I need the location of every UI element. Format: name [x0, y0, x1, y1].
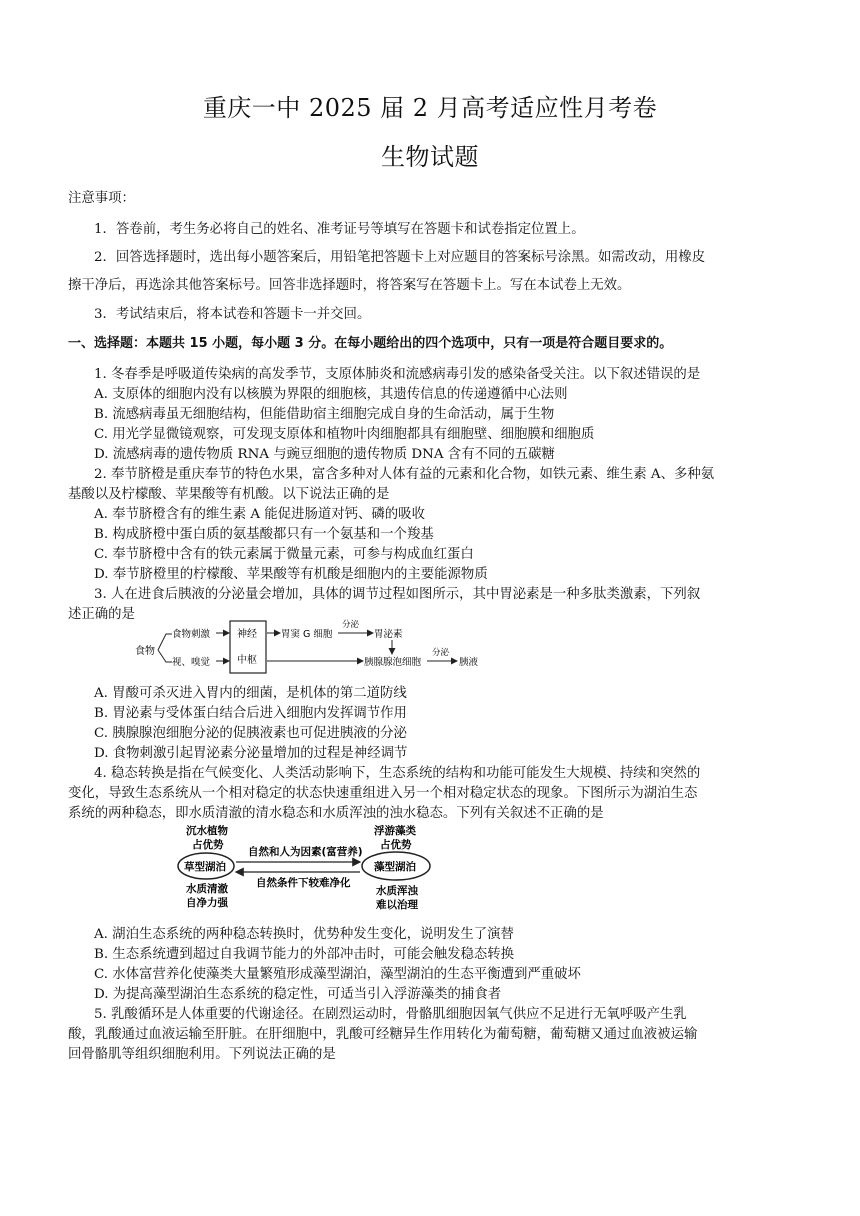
diagram-label-plankton-algae: 浮游藻类: [374, 825, 416, 837]
option-a: A. 湖泊生态系统的两种稳态转换时，优势种发生变化，说明发生了演替: [94, 927, 514, 942]
pancreatic-regulation-diagram: [130, 618, 510, 678]
diagram-label-self-purify: 自净力强: [186, 897, 228, 909]
exam-subtitle: 生物试题: [381, 143, 479, 171]
diagram-label-gastrin: 胃泌素: [374, 629, 403, 640]
option-a: A. 奉节脐橙含有的维生素 A 能促进肠道对钙、磷的吸收: [94, 507, 425, 522]
option-d: D. 食物刺激引起胃泌素分泌量增加的过程是神经调节: [94, 746, 408, 761]
option-a: A. 胃酸可杀灭进入胃内的细菌，是机体的第二道防线: [94, 686, 407, 701]
option-b: B. 流感病毒虽无细胞结构，但能借助宿主细胞完成自身的生命活动，属于生物: [94, 407, 555, 422]
notice-item-continued: 擦干净后，再选涂其他答案标号。回答非选择题时，将答案写在答题卡上。写在本试卷上无效。: [68, 278, 631, 293]
option-d: D. 奉节脐橙里的柠檬酸、苹果酸等有机酸是细胞内的主要能源物质: [94, 567, 488, 582]
diagram-label-grass-lake: 草型湖泊: [184, 861, 226, 873]
question-stem-continued: 回骨骼肌等组织细胞利用。下列说法正确的是: [68, 1047, 336, 1062]
diagram-label-stimulus: 食物刺激: [172, 629, 211, 640]
option-b: B. 构成脐橙中蛋白质的氨基酸都只有一个氨基和一个羧基: [94, 527, 434, 542]
notice-item: 1．答卷前，考生务必将自己的姓名、准考证号等填写在答题卡和试卷指定位置上。: [94, 222, 585, 237]
option-c: C. 用光学显微镜观察，可发现支原体和植物叶肉细胞都具有细胞壁、细胞膜和细胞质: [94, 427, 595, 442]
diagram-label-juice: 胰液: [459, 657, 479, 668]
question-stem: 4. 稳态转换是指在气候变化、人类活动影响下，生态系统的结构和功能可能发生大规模、持续和突然的: [94, 766, 701, 781]
question-stem-continued: 酸，乳酸通过血液运输至肝脏。在肝细胞中，乳酸可经糖异生作用转化为葡萄糖，葡萄糖又通过血液被运输: [68, 1027, 698, 1042]
diagram-label-secrete: 分泌: [342, 620, 360, 630]
diagram-label-clear-water: 水质清澈: [186, 883, 228, 895]
option-b: B. 生态系统遭到超过自我调节能力的外部冲击时，可能会触发稳态转换: [94, 947, 515, 962]
exam-title: 重庆一中 2025 届 2 月高考适应性月考卷: [202, 94, 658, 122]
notice-heading: 注意事项：: [68, 191, 135, 206]
branch-bracket: [158, 634, 172, 662]
section-heading: 一、选择题：本题共 15 小题，每小题 3 分。在每小题给出的四个选项中，只有一项是符合题目要求的。: [68, 336, 673, 351]
diagram-label-g-cell: 胃窦 G 细胞: [281, 629, 333, 640]
question-stem-continued: 基酸以及柠檬酸、苹果酸等有机酸。以下说法正确的是: [68, 487, 390, 502]
diagram-label-senses: 视、嗅觉: [172, 657, 211, 668]
diagram-label-center-bottom: 中枢: [237, 655, 257, 666]
diagram-label-food: 食物: [135, 646, 155, 657]
question-stem: 5. 乳酸循环是人体重要的代谢途径。在剧烈运动时，骨骼肌细胞因氧气供应不足进行无氧呼吸产生乳: [94, 1007, 687, 1022]
question-stem: 1. 冬春季是呼吸道传染病的高发季节，支原体肺炎和流感病毒引发的感染备受关注。以下叙述错误的是: [94, 367, 701, 382]
diagram-label-algae-lake: 藻型湖泊: [374, 861, 416, 873]
option-c: C. 水体富营养化使藻类大量繁殖形成藻型湖泊，藻型湖泊的生态平衡遭到严重破坏: [94, 967, 581, 982]
diagram-label-acinar: 胰腺腺泡细胞: [364, 657, 422, 668]
diagram-label-forward-factors: 自然和人为因素(富营养): [248, 846, 363, 858]
diagram-label-secrete: 分泌: [432, 648, 450, 658]
diagram-label-backward-condition: 自然条件下较难净化: [256, 877, 351, 889]
diagram-label-dominant: 占优势: [192, 839, 224, 851]
option-a: A. 支原体的细胞内没有以核膜为界限的细胞核，其遗传信息的传递遵循中心法则: [94, 387, 568, 402]
notice-item: 3．考试结束后，将本试卷和答题卡一并交回。: [94, 307, 371, 322]
option-d: D. 为提高藻型湖泊生态系统的稳定性，可适当引入浮游藻类的捕食者: [94, 987, 502, 1002]
diagram-label-center-top: 神经: [237, 629, 257, 640]
option-b: B. 胃泌素与受体蛋白结合后进入细胞内发挥调节作用: [94, 706, 407, 721]
notice-item: 2．回答选择题时，选出每小题答案后，用铅笔把答题卡上对应题目的答案标号涂黑。如需改动，用橡皮: [94, 250, 706, 265]
question-stem-continued: 述正确的是: [68, 607, 135, 622]
option-c: C. 奉节脐橙中含有的铁元素属于微量元素，可参与构成血红蛋白: [94, 547, 474, 562]
diagram-label-turbid-water: 水质浑浊: [376, 885, 418, 897]
lake-steady-state-diagram: [170, 820, 470, 920]
diagram-label-hard-to-treat: 难以治理: [376, 899, 418, 911]
question-stem-continued: 变化，导致生态系统从一个相对稳定的状态快速重组进入另一个相对稳定状态的现象。下图所示为湖泊生态: [68, 786, 698, 801]
question-stem: 2. 奉节脐橙是重庆奉节的特色水果，富含多种对人体有益的元素和化合物，如铁元素、维生素 A、多种氨: [94, 467, 715, 482]
diagram-label-dominant: 占优势: [380, 839, 412, 851]
question-stem: 3. 人在进食后胰液的分泌量会增加，具体的调节过程如图所示，其中胃泌素是一种多肽类激素，下列叙: [94, 587, 701, 602]
option-d: D. 流感病毒的遗传物质 RNA 与豌豆细胞的遗传物质 DNA 含有不同的五碳糖: [94, 447, 555, 462]
option-c: C. 胰腺腺泡细胞分泌的促胰液素也可促进胰液的分泌: [94, 726, 407, 741]
diagram-label-submerged-plants: 沉水植物: [186, 825, 228, 837]
question-stem-continued: 系统的两种稳态，即水质清澈的清水稳态和水质浑浊的浊水稳态。下列有关叙述不正确的是: [68, 806, 604, 821]
